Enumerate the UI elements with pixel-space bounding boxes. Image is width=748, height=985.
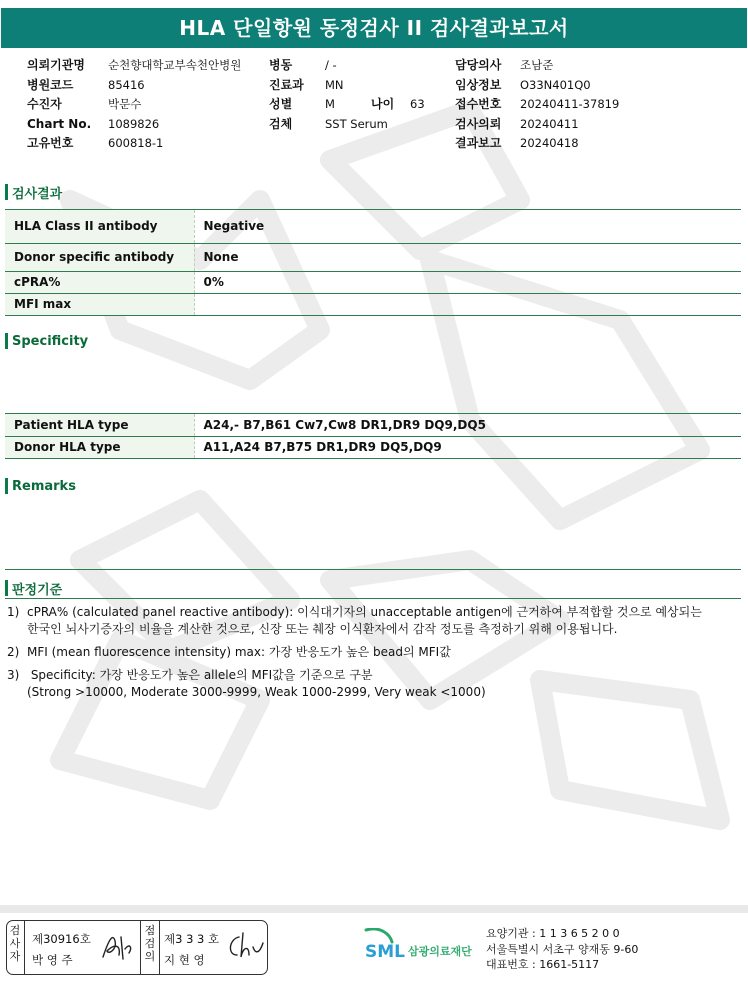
reviewer-label bbox=[143, 924, 157, 963]
info-label-age: 나이 bbox=[371, 97, 395, 111]
result-key: Donor specific antibody bbox=[5, 243, 194, 271]
table-row bbox=[5, 436, 741, 458]
section-marker bbox=[5, 333, 8, 349]
sml-logo-icon bbox=[364, 928, 480, 968]
info-label: 고유번호 bbox=[27, 136, 74, 150]
criteria-text-cont: (Strong >10000, Moderate 3000-9999, Weak 1000-2999, Very weak <1000) bbox=[27, 685, 486, 699]
table-row bbox=[5, 210, 741, 243]
results-heading-text: 검사결과 bbox=[12, 186, 63, 202]
info-row-patient bbox=[27, 95, 241, 115]
info-label: 접수번호 bbox=[455, 97, 502, 111]
info-row-clinical-info bbox=[455, 76, 619, 96]
info-label: 성별 bbox=[269, 97, 293, 111]
patient-info-col1 bbox=[27, 56, 241, 154]
info-label: 수진자 bbox=[27, 97, 62, 111]
report-title: HLA 단일항원 동정검사 II 검사결과보고서 bbox=[1, 8, 747, 48]
signature-divider bbox=[24, 921, 25, 974]
section-marker bbox=[5, 184, 8, 200]
hla-type-value: A24,- B7,B61 Cw7,Cw8 DR1,DR9 DQ9,DQ5 bbox=[194, 414, 741, 436]
criteria-top-rule bbox=[5, 598, 741, 599]
reviewer-name: 지 현 영 bbox=[164, 953, 205, 967]
info-row-hospital-code bbox=[27, 76, 241, 96]
reviewer-label-char: 의 bbox=[144, 950, 156, 963]
info-label: Chart No. bbox=[27, 116, 92, 131]
result-value: Negative bbox=[194, 210, 741, 243]
remarks-heading-text: Remarks bbox=[12, 478, 76, 494]
sml-logo-text: SML bbox=[365, 942, 405, 962]
info-row-department bbox=[269, 76, 425, 96]
info-value: 600818-1 bbox=[108, 136, 164, 150]
sml-org-name: 삼광의료재단 bbox=[408, 945, 472, 958]
info-label: 담당의사 bbox=[455, 58, 502, 72]
section-marker bbox=[5, 580, 8, 596]
patient-info-col2 bbox=[269, 56, 425, 134]
criteria-text: cPRA% (calculated panel reactive antibody): 이식대기자의 unacceptable antigen에 근거하여 부적합할 것으로 예상되는 bbox=[27, 605, 702, 619]
criteria-num: 2) bbox=[7, 645, 20, 659]
info-value: 박문수 bbox=[108, 97, 142, 111]
examiner-signature-icon bbox=[99, 929, 137, 963]
signature-box bbox=[6, 920, 268, 975]
results-heading bbox=[5, 182, 62, 202]
results-table bbox=[5, 210, 741, 316]
info-row-receipt-no bbox=[455, 95, 619, 115]
specificity-heading-text: Specificity bbox=[12, 333, 89, 349]
patient-info-col3 bbox=[455, 56, 619, 154]
criteria-num: 3) bbox=[7, 668, 20, 682]
result-key: MFI max bbox=[5, 293, 194, 315]
criteria-heading-text: 판정기준 bbox=[12, 582, 63, 598]
info-value: 20240418 bbox=[520, 136, 579, 150]
reviewer-label-char: 점 bbox=[144, 924, 156, 937]
examiner-label-char: 자 bbox=[9, 950, 21, 963]
reviewer-signature-icon bbox=[225, 929, 265, 963]
info-value: O33N401Q0 bbox=[520, 77, 591, 92]
reviewer-license: 제3 3 3 호 bbox=[164, 932, 220, 946]
table-row bbox=[5, 271, 741, 293]
info-value: 순천향대학교부속천안병원 bbox=[108, 58, 242, 72]
result-value bbox=[194, 293, 741, 315]
criteria-text: MFI (mean fluorescence intensity) max: 가장 반응도가 높은 bead의 MFI값 bbox=[27, 645, 451, 659]
footer-band bbox=[0, 905, 748, 913]
info-value: SST Serum bbox=[325, 116, 388, 131]
info-value: MN bbox=[325, 77, 344, 92]
specificity-table bbox=[5, 414, 741, 459]
organization-info bbox=[486, 926, 638, 973]
examiner-name: 박 영 주 bbox=[32, 953, 73, 967]
criteria-item bbox=[7, 644, 742, 661]
remarks-bottom-rule bbox=[5, 569, 741, 570]
info-row-unique-no bbox=[27, 134, 241, 154]
info-value: / - bbox=[325, 58, 337, 72]
info-row-sex bbox=[269, 95, 425, 115]
info-value: M bbox=[325, 97, 335, 111]
info-label: 병원코드 bbox=[27, 77, 74, 92]
info-value: 1089826 bbox=[108, 116, 160, 131]
criteria-num: 1) bbox=[7, 605, 20, 619]
signature-divider bbox=[159, 921, 160, 974]
info-value: 조남준 bbox=[520, 58, 554, 72]
info-row-chart-no bbox=[27, 115, 241, 135]
examiner-license: 제30916호 bbox=[32, 932, 91, 946]
examiner-label-char: 검 bbox=[9, 924, 21, 937]
hla-type-key: Patient HLA type bbox=[5, 414, 194, 436]
criteria-item bbox=[7, 604, 742, 638]
criteria-heading bbox=[5, 578, 62, 598]
specificity-heading bbox=[5, 331, 88, 351]
info-row-doctor bbox=[455, 56, 619, 76]
table-row bbox=[5, 293, 741, 315]
table-row bbox=[5, 243, 741, 271]
info-row-institution bbox=[27, 56, 241, 76]
info-label: 진료과 bbox=[269, 77, 304, 92]
info-row-report-date bbox=[455, 134, 619, 154]
result-key: cPRA% bbox=[5, 271, 194, 293]
info-row-ward bbox=[269, 56, 425, 76]
info-row-request-date bbox=[455, 115, 619, 135]
info-label: 임상정보 bbox=[455, 77, 502, 92]
hla-type-key: Donor HLA type bbox=[5, 436, 194, 458]
info-value-age: 63 bbox=[410, 97, 425, 111]
table-row bbox=[5, 414, 741, 436]
info-label: 의뢰기관명 bbox=[27, 58, 85, 72]
criteria-text-cont: 한국인 뇌사기증자의 비율을 계산한 것으로, 신장 또는 췌장 이식환자에서 감작 정도를 측정하기 위해 이용됩니다. bbox=[27, 622, 618, 636]
info-label: 검체 bbox=[269, 116, 293, 131]
examiner-label bbox=[8, 924, 22, 963]
criteria-text: Specificity: 가장 반응도가 높은 allele의 MFI값을 기준으로 구분 bbox=[27, 668, 373, 682]
org-code: 요양기관 : 1 1 3 6 5 2 0 0 bbox=[486, 927, 620, 940]
result-key: HLA Class II antibody bbox=[5, 210, 194, 243]
org-phone: 대표번호 : 1661-5117 bbox=[486, 958, 600, 971]
info-label: 결과보고 bbox=[455, 136, 502, 150]
remarks-heading bbox=[5, 476, 76, 496]
signature-divider bbox=[140, 921, 141, 974]
criteria-list bbox=[7, 604, 742, 707]
info-label: 검사의뢰 bbox=[455, 116, 502, 131]
result-value: None bbox=[194, 243, 741, 271]
hla-type-value: A11,A24 B7,B75 DR1,DR9 DQ5,DQ9 bbox=[194, 436, 741, 458]
info-label: 병동 bbox=[269, 58, 293, 72]
criteria-item bbox=[7, 667, 742, 701]
examiner-label-char: 사 bbox=[9, 937, 21, 950]
section-marker bbox=[5, 478, 8, 494]
info-row-specimen bbox=[269, 115, 425, 135]
org-address: 서울특별시 서초구 양재동 9-60 bbox=[486, 942, 639, 956]
info-value: 20240411 bbox=[520, 116, 579, 131]
reviewer-label-char: 검 bbox=[144, 937, 156, 950]
info-value: 85416 bbox=[108, 77, 145, 92]
result-value: 0% bbox=[194, 271, 741, 293]
info-value: 20240411-37819 bbox=[520, 97, 620, 111]
